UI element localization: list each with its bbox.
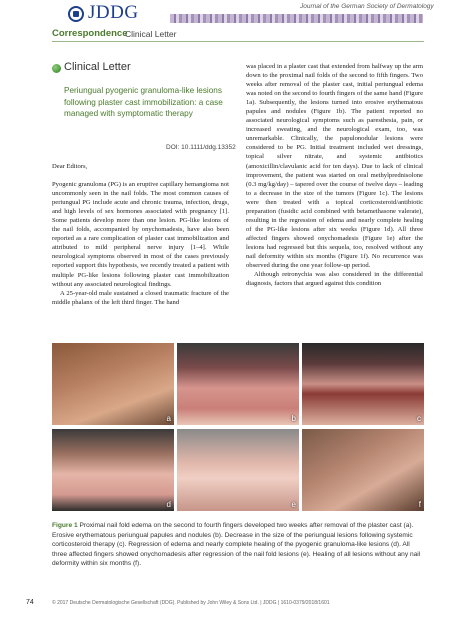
header-pattern	[170, 14, 423, 23]
journal-logo-icon	[68, 6, 84, 22]
page-number: 74	[26, 599, 34, 606]
panel-label: f	[418, 500, 421, 509]
article-type: Clinical Letter	[64, 61, 131, 73]
figure-caption-text: Proximal nail fold edema on the second to fourth fingers developed two weeks after removal of the plaster cast (a). Erosive erythematous periungual papules and nodules (b). Decrease in the size of the periungual lesions following systemic corticosteroid therapy (c). Regression of edema and nearly complete healing of the pyogenic granuloma-like lesions (d). All three affected fingers showed onychomadesis after regression of the nail fold lesions (e). Healing of all lesions without any nail deformity within six months (f).	[52, 522, 421, 568]
figure-panel-c	[302, 343, 424, 425]
figure-1	[52, 343, 424, 513]
doi-link[interactable]: DOI: 10.1111/ddg.13352	[166, 144, 236, 151]
left-column	[52, 162, 229, 307]
paragraph-3: was placed in a plaster cast that extended from halfway up the arm down to the proximal nail folds of the second to fifth fingers. Two weeks after removal of the plaster cast, initial periungual edema was noted on the second to fourth fingers of the same hand (Figure 1a). Subsequently, the lesions turned into erosive erythematous papules and nodules (Figure 1b). The patient reported no associated neurological symptoms such as paresthesia, pain, or increased sweating, and the neurological exam, too, was unremarkable. Clinically, the papulonodular lesions were considered to be PG. Initial treatment included wet dressings, topical silver nitrate, and systemic antibiotics (amoxicillin/clavulanic acid for ten days). Due to lack of clinical improvement, the patient was started on oral methylprednisolone (0.3 mg/kg/day) – tapered over the course of twelve days – leading to a decrease in the size of the tumors (Figure 1c). The lesions were then treated with a topical corticosteroid/antibiotic preparation (fusidic acid combined with betamethasone valerate), resulting in the regression of edema and nearly complete healing of the PG-like lesions after six weeks (Figure 1d). All three affected fingers showed onychomadesis (Figure 1e) after the lesions had regressed but this sequela, too, resolved without any nail deformity within six months (Figure 1f). No recurrence was observed during the one year follow-up period.	[246, 63, 423, 270]
figure-panel-a	[52, 343, 174, 425]
footer-copyright: © 2017 Deutsche Dermatologische Gesellschaft (DDG). Published by John Wiley & Sons Ltd. | JDDG | 1610-0379/2018/1601	[52, 600, 330, 606]
journal-abbr: JDDG	[88, 2, 139, 23]
paragraph-1: Pyogenic granuloma (PG) is an eruptive capillary hemangioma not uncommonly seen in the nail folds. The most common causes of periungual PG include acute and chronic trauma, infection, drugs, and high levels of sex hormones associated with pregnancy [1]. Some patients develop more than one lesion. PG-like lesions of the nail folds, accompanied by onychomadesis, have also been reported as a rare complication of plaster cast immobilization and attributed to mild peripheral nerve injury [1–4]. While neurological symptoms observed in most of the cases previously reported support this hypothesis, we recently treated a patient with multiple PG-like lesions following plaster cast immobilization without any associated neurological findings.	[52, 181, 229, 288]
article-title: Periungual pyogenic granuloma-like lesions following plaster cast immobilization: a case managed with symptomatic therapy	[64, 86, 223, 118]
salutation: Dear Editors,	[52, 163, 88, 170]
panel-label: d	[166, 500, 171, 509]
figure-panel-b	[177, 343, 299, 425]
right-column	[246, 62, 423, 288]
section-label: Correspondence	[52, 28, 128, 39]
figure-panel-d	[52, 429, 174, 511]
paragraph-2: A 25-year-old male sustained a closed traumatic fracture of the middle phalanx of the left third finger. The hand	[52, 289, 229, 306]
subsection-label: Clinical Letter	[125, 29, 177, 39]
panel-label: e	[291, 500, 296, 509]
header-divider	[52, 41, 424, 42]
paragraph-4: Although retronychia was also considered in the differential diagnosis, factors that argued against this condition	[246, 271, 423, 288]
figure-panel-e	[177, 429, 299, 511]
panel-label: a	[166, 414, 171, 423]
figure-panel-f	[302, 429, 424, 511]
figure-caption-label: Figure 1	[52, 522, 78, 529]
journal-full-name: Journal of the German Society of Dermatology	[300, 3, 434, 10]
figure-caption	[52, 521, 424, 569]
panel-label: c	[417, 414, 421, 423]
green-dot-icon	[52, 64, 61, 73]
panel-label: b	[291, 414, 296, 423]
